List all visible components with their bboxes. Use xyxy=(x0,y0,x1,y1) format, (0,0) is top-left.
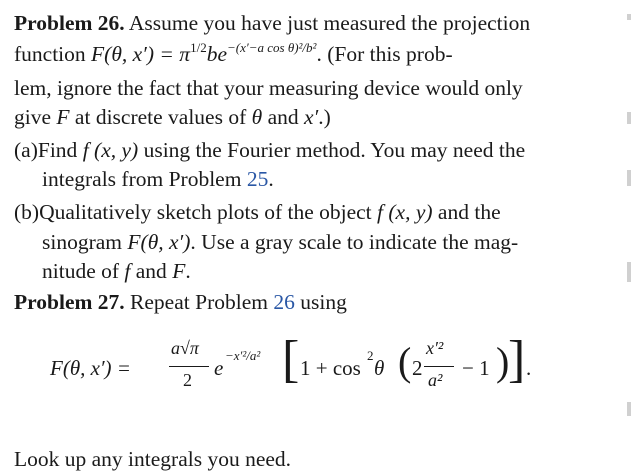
exp-power: −x′²/a² xyxy=(225,348,261,363)
inner-fraction-numerator: x′² xyxy=(426,338,444,358)
text-fragment: at discrete values of xyxy=(69,105,252,129)
problem-27-label: Problem 27. xyxy=(14,290,125,314)
equation-period: . xyxy=(526,356,532,380)
math-F: F xyxy=(172,259,186,283)
math-f: f xyxy=(124,259,131,283)
text-fragment: nitude of xyxy=(42,259,125,283)
edge-mark xyxy=(627,262,631,282)
one-plus-cos: 1 + cos xyxy=(300,356,361,380)
text-fragment: lem, ignore the fact that your measuring device would only xyxy=(14,76,523,100)
text-fragment: integrals from Problem xyxy=(42,167,247,191)
problem-26-link[interactable]: 26 xyxy=(273,290,295,314)
inner-fraction-bar xyxy=(424,366,454,367)
math-F: F xyxy=(56,105,70,129)
math-f-xy: f (x, y) xyxy=(82,138,139,162)
problem-25-link[interactable]: 25 xyxy=(246,167,269,191)
text-fragment: Qualitatively sketch plots of the object xyxy=(39,200,378,224)
text-fragment: .) xyxy=(318,105,331,129)
part-b-line-3 xyxy=(42,258,191,284)
text-fragment: and xyxy=(262,105,304,129)
math-f-xy: f (x, y) xyxy=(377,200,433,224)
problem-26-line-4 xyxy=(14,104,331,130)
formula-superscript: 1/2 xyxy=(190,39,207,55)
part-a-line-2 xyxy=(42,166,274,192)
edge-mark xyxy=(627,112,631,124)
inner-fraction-denominator: a² xyxy=(428,370,443,390)
edge-mark xyxy=(627,14,631,20)
text-fragment: and xyxy=(130,259,173,283)
fraction-bar xyxy=(169,366,209,367)
minus-one: − 1 xyxy=(462,356,490,380)
text-fragment: . xyxy=(185,259,191,283)
text-fragment: and the xyxy=(432,200,501,224)
paren-close: ) xyxy=(496,339,510,384)
formula-b-e: be xyxy=(206,42,227,66)
edge-mark xyxy=(627,402,631,416)
text-fragment: Repeat Problem xyxy=(130,290,274,314)
problem-26-line-3 xyxy=(14,75,523,101)
text-fragment: . xyxy=(268,167,274,191)
part-b-label: (b) xyxy=(14,200,40,224)
equation-lhs: F(θ, x′) = xyxy=(50,356,131,380)
coefficient-two: 2 xyxy=(412,356,423,380)
bracket-close: ] xyxy=(508,331,526,388)
text-fragment: using xyxy=(294,290,347,314)
problem-26-line-2 xyxy=(14,41,453,67)
text-fragment: give xyxy=(14,105,57,129)
cos-square: 2 xyxy=(367,348,374,363)
paren-open: ( xyxy=(398,339,412,384)
problem-26-label: Problem 26. xyxy=(14,11,125,35)
math-theta: θ xyxy=(251,105,263,129)
problem-26-text: Assume you have just measured the projection xyxy=(128,11,531,35)
text-fragment: function xyxy=(14,42,92,66)
math-F-theta-x: F(θ, x′) xyxy=(127,230,191,254)
fraction-denominator: 2 xyxy=(183,370,192,390)
text-fragment: Look up any integrals you need. xyxy=(14,447,292,471)
edge-mark xyxy=(627,170,631,186)
text-fragment: sinogram xyxy=(42,230,128,254)
projection-formula: F(θ, x′) = π xyxy=(91,42,191,66)
part-a-line-1 xyxy=(14,137,525,163)
part-a-label: (a) xyxy=(14,138,38,162)
text-fragment: . Use a gray scale to indicate the mag- xyxy=(190,230,519,254)
theta: θ xyxy=(374,356,385,380)
text-fragment: Find xyxy=(37,138,83,162)
fraction-numerator: a√π xyxy=(171,338,199,358)
closing-line xyxy=(14,446,291,472)
problem-26-line-1 xyxy=(14,10,530,36)
exp-base: e xyxy=(214,356,224,380)
part-b-line-1 xyxy=(14,199,501,225)
text-fragment: using the Fourier method. You may need the xyxy=(138,138,526,162)
problem-27-line-1 xyxy=(14,289,347,315)
part-b-line-2 xyxy=(42,229,518,255)
text-fragment: . (For this prob- xyxy=(316,42,453,66)
math-x-prime: x′ xyxy=(303,105,319,129)
formula-exponent: −(x′−a cos θ)²/b² xyxy=(227,39,317,55)
bracket-open: [ xyxy=(282,331,300,388)
